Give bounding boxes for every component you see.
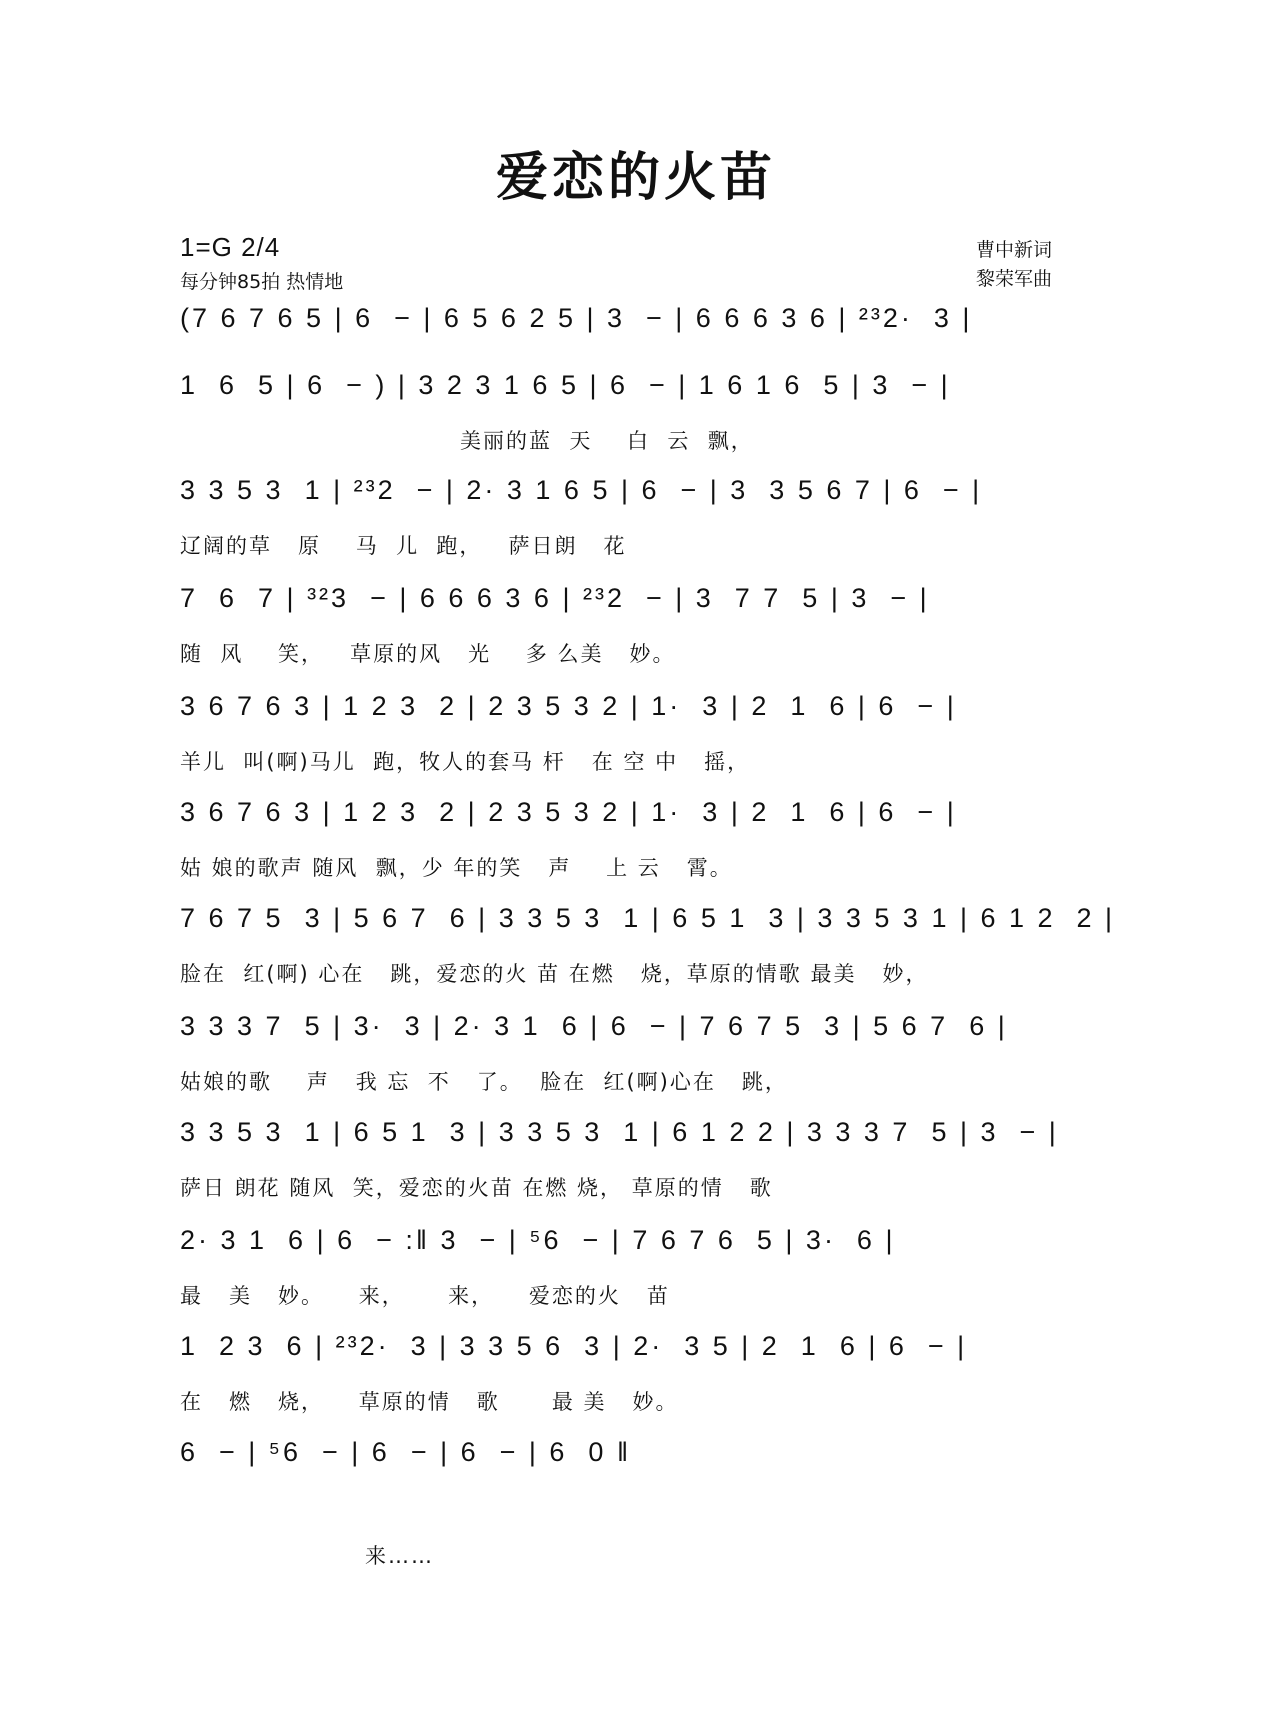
notation-row: 6 − | ⁵6 − | 6 − | 6 − | 6 0 ‖ <box>180 1437 632 1467</box>
notation-row: (7 6 7 6 5 | 6 − | 6 5 6 2 5 | 3 − | 6 6 6 3 6 | ²³2· 3 | <box>180 303 973 333</box>
lyric-line: 辽阔的草 原 马 儿 跑， 萨日朗 花 <box>180 534 627 558</box>
lyric-line: 在 燃 烧， 草原的情 歌 最 美 妙。 <box>180 1390 679 1414</box>
lyric-line: 最 美 妙。 来， 来， 爱恋的火 苗 <box>180 1284 670 1308</box>
notation-row: 3 3 5 3 1 | ²³2 − | 2· 3 1 6 5 | 6 − | 3 3 5 6 7 | 6 − | <box>180 475 983 505</box>
lyric-line: 脸在 红(啊) 心在 跳，爱恋的火 苗 在燃 烧，草原的情歌 最美 妙， <box>180 962 929 986</box>
song-title: 爱恋的火苗 <box>495 148 776 208</box>
notation-row: 1 6 5 | 6 − ) | 3 2 3 1 6 5 | 6 − | 1 6 1 6 5 | 3 − | <box>180 370 951 400</box>
notation-row: 3 6 7 6 3 | 1 2 3 2 | 2 3 5 3 2 | 1· 3 | 2 1 6 | 6 − | <box>180 797 957 827</box>
lyric-line: 萨日 朗花 随风 笑，爱恋的火苗 在燃 烧， 草原的情 歌 <box>180 1176 773 1200</box>
notation-row: 7 6 7 | ³²3 − | 6 6 6 3 6 | ²³2 − | 3 7 7 5 | 3 − | <box>180 583 930 613</box>
notation-row: 3 3 5 3 1 | 6 5 1 3 | 3 3 5 3 1 | 6 1 2 2 | 3 3 3 7 5 | 3 − | <box>180 1117 1059 1147</box>
lyric-line: 姑 娘的歌声 随风 飘，少 年的笑 声 上 云 霄。 <box>180 856 733 880</box>
notation-row: 3 3 3 7 5 | 3· 3 | 2· 3 1 6 | 6 − | 7 6 7 5 3 | 5 6 7 6 | <box>180 1011 1008 1041</box>
composer-credit: 黎荣军曲 <box>976 268 1053 290</box>
lyricist-credit: 曹中新词 <box>976 239 1053 261</box>
notation-row: 3 6 7 6 3 | 1 2 3 2 | 2 3 5 3 2 | 1· 3 | 2 1 6 | 6 − | <box>180 691 957 721</box>
credits <box>976 236 1052 294</box>
notation-row: 2· 3 1 6 | 6 − :‖ 3 − | ⁵6 − | 7 6 7 6 5 | 3· 6 | <box>180 1225 896 1255</box>
lyric-line: 美丽的蓝 天 白 云 飘， <box>460 429 754 453</box>
lyric-line: 随 风 笑， 草原的风 光 多 么美 妙。 <box>180 642 676 666</box>
notation-row: 1 2 3 6 | ²³2· 3 | 3 3 5 6 3 | 2· 3 5 | 2 1 6 | 6 − | <box>180 1331 968 1361</box>
lyric-line: 羊儿 叫(啊)马儿 跑，牧人的套马 杆 在 空 中 摇， <box>180 750 751 774</box>
lyric-line: 来…… <box>365 1544 434 1568</box>
song-meta <box>180 232 343 294</box>
key-signature: 1=G 2/4 <box>180 232 281 262</box>
notation-row: 7 6 7 5 3 | 5 6 7 6 | 3 3 5 3 1 | 6 5 1 3 | 3 3 5 3 1 | 6 1 2 2 | <box>180 903 1116 933</box>
lyric-line: 姑娘的歌 声 我 忘 不 了。 脸在 红(啊)心在 跳， <box>180 1070 788 1094</box>
tempo-marking: 每分钟85拍 热情地 <box>180 271 344 293</box>
